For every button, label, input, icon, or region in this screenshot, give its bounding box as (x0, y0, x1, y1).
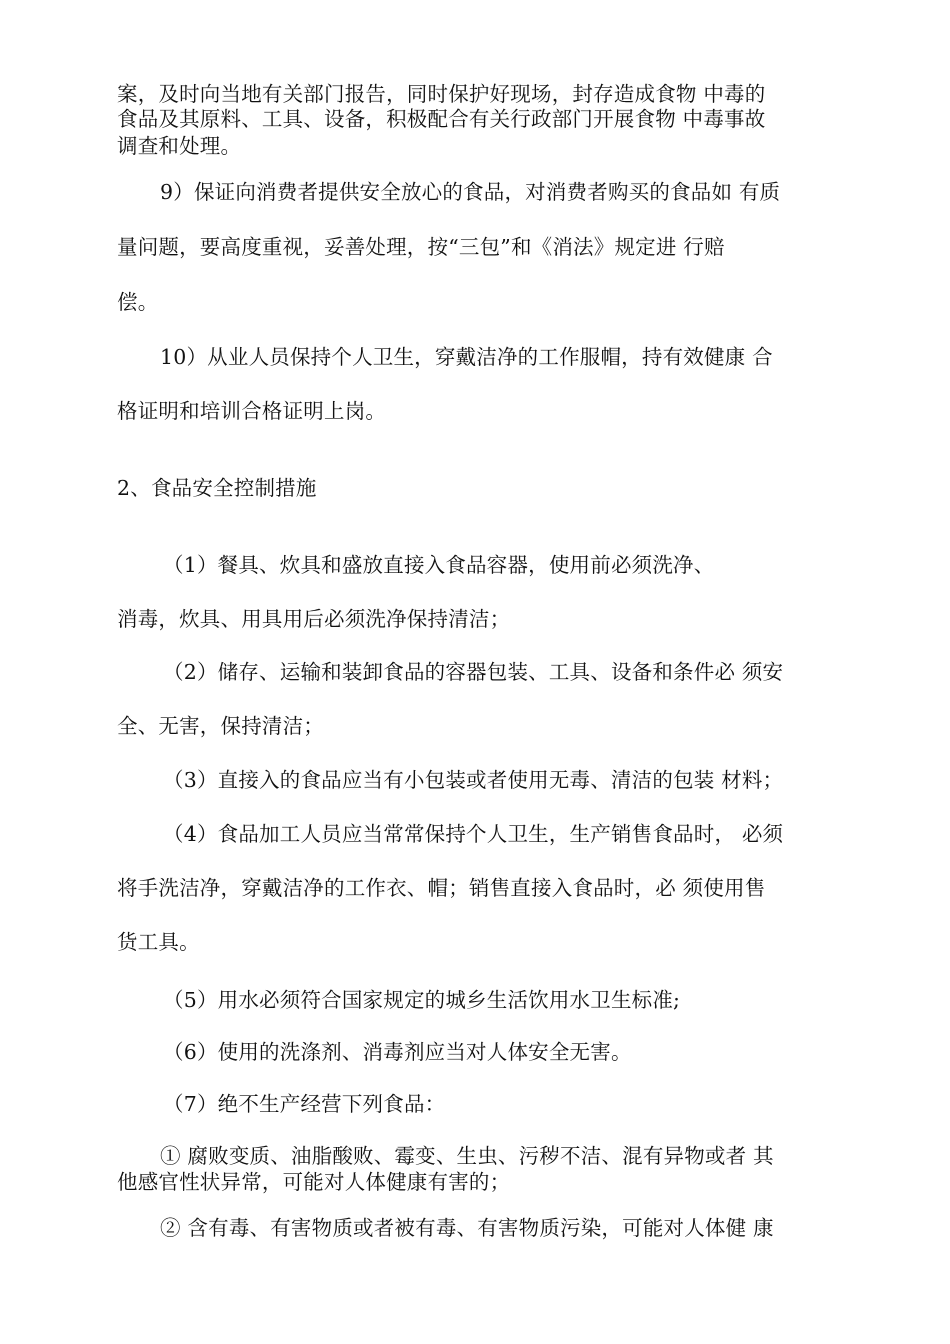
text-line: （2）储存、运输和装卸食品的容器包装、工具、设备和条件必 须安 (163, 660, 784, 684)
text-line: （4）食品加工人员应当常常保持个人卫生，生产销售食品时， 必须 (163, 822, 784, 846)
text-line: 调查和处理。 (117, 134, 242, 158)
text-line: 食品及其原料、工具、设备，积极配合有关行政部门开展食物 中毒事故 (117, 107, 766, 131)
text-line: ② 含有毒、有害物质或者被有毒、有害物质污染，可能对人体健 康 (160, 1216, 774, 1240)
text-line: ① 腐败变质、油脂酸败、霉变、生虫、污秽不洁、混有异物或者 其 (160, 1144, 774, 1168)
section-heading: 2、食品安全控制措施 (117, 476, 317, 500)
text-line: 案，及时向当地有关部门报告，同时保护好现场，封存造成食物 中毒的 (117, 82, 766, 106)
text-line: （1）餐具、炊具和盛放直接入食品容器，使用前必须洗净、 (163, 553, 715, 577)
text-line: （5）用水必须符合国家规定的城乡生活饮用水卫生标准; (163, 988, 681, 1012)
text-line: 他感官性状异常，可能对人体健康有害的； (117, 1170, 511, 1194)
text-line: 消毒，炊具、用具用后必须洗净保持清洁； (117, 607, 511, 631)
text-line: 9）保证向消费者提供安全放心的食品，对消费者购买的食品如 有质 (160, 180, 781, 204)
text-line: （6）使用的洗涤剂、消毒剂应当对人体安全无害。 (163, 1040, 632, 1064)
text-line: 货工具。 (117, 930, 200, 954)
text-line: 将手洗洁净，穿戴洁净的工作衣、帽；销售直接入食品时，必 须使用售 (117, 876, 766, 900)
text-line: （7）绝不生产经营下列食品： (163, 1092, 446, 1116)
text-line: 全、无害，保持清洁； (117, 714, 324, 738)
text-line: 格证明和培训合格证明上岗。 (117, 399, 387, 423)
text-line: 量问题，要高度重视，妥善处理，按“三包”和《消法》规定进 行赔 (117, 235, 725, 259)
text-line: （3）直接入的食品应当有小包装或者使用无毒、清洁的包装 材料； (163, 768, 784, 792)
text-line: 偿。 (117, 290, 159, 314)
text-line: 10）从业人员保持个人卫生，穿戴洁净的工作服帽，持有效健康 合 (160, 345, 773, 369)
